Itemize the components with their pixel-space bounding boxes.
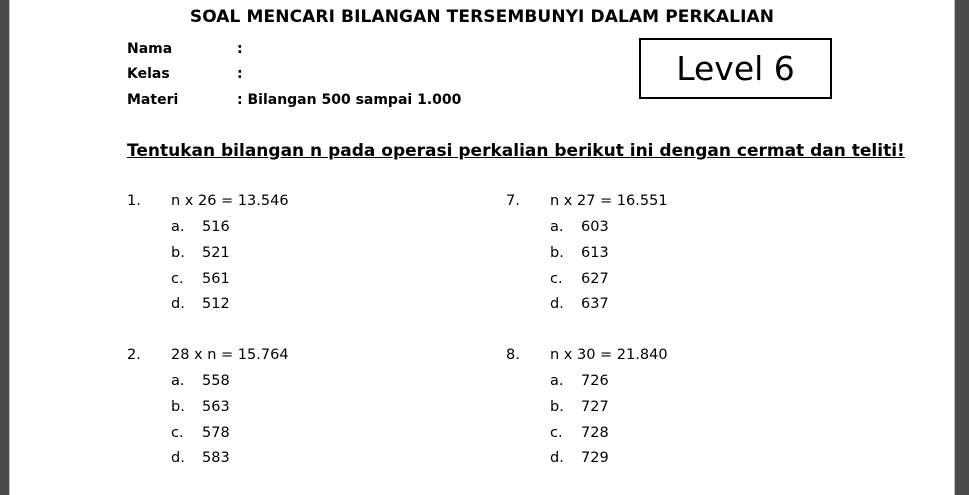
option-value: 512 xyxy=(202,296,230,312)
option-value: 613 xyxy=(581,245,609,261)
option-c xyxy=(550,425,609,441)
materi-label: Materi xyxy=(127,92,179,108)
kelas-value: : xyxy=(237,66,243,82)
question-number: 1. xyxy=(127,193,141,209)
option-value: 558 xyxy=(202,373,230,389)
option-value: 729 xyxy=(581,450,609,466)
option-value: 603 xyxy=(581,219,609,235)
option-letter: a. xyxy=(171,373,185,389)
option-value: 627 xyxy=(581,271,609,287)
window-frame-right xyxy=(954,0,969,495)
option-letter: d. xyxy=(550,450,564,466)
option-letter: a. xyxy=(171,219,185,235)
option-c xyxy=(171,425,230,441)
question-number: 8. xyxy=(506,347,520,363)
option-a xyxy=(171,219,230,235)
window-frame-left xyxy=(0,0,10,495)
option-letter: b. xyxy=(550,245,564,261)
materi-value: : Bilangan 500 sampai 1.000 xyxy=(237,92,462,108)
option-value: 561 xyxy=(202,271,230,287)
option-letter: d. xyxy=(550,296,564,312)
option-d xyxy=(550,450,609,466)
option-b xyxy=(171,245,230,261)
nama-value: : xyxy=(237,41,243,57)
option-value: 727 xyxy=(581,399,609,415)
document-page xyxy=(10,0,954,495)
option-b xyxy=(550,399,609,415)
worksheet-title: SOAL MENCARI BILANGAN TERSEMBUNYI DALAM PERKALIAN xyxy=(189,7,775,27)
option-d xyxy=(550,296,609,312)
option-a xyxy=(171,373,230,389)
option-value: 728 xyxy=(581,425,609,441)
option-letter: a. xyxy=(550,373,564,389)
option-value: 563 xyxy=(202,399,230,415)
option-value: 578 xyxy=(202,425,230,441)
option-letter: b. xyxy=(171,399,185,415)
question-number: 7. xyxy=(506,193,520,209)
option-letter: c. xyxy=(171,271,184,287)
option-value: 516 xyxy=(202,219,230,235)
option-d xyxy=(171,450,230,466)
option-letter: d. xyxy=(171,296,185,312)
option-letter: b. xyxy=(550,399,564,415)
option-letter: c. xyxy=(550,271,563,287)
option-b xyxy=(550,245,609,261)
option-letter: c. xyxy=(171,425,184,441)
option-d xyxy=(171,296,230,312)
nama-label: Nama xyxy=(127,41,173,57)
option-value: 726 xyxy=(581,373,609,389)
level-box: Level 6 xyxy=(639,38,832,99)
kelas-label: Kelas xyxy=(127,66,170,82)
option-c xyxy=(171,271,230,287)
option-letter: d. xyxy=(171,450,185,466)
option-value: 521 xyxy=(202,245,230,261)
instruction-text: Tentukan bilangan n pada operasi perkalian berikut ini dengan cermat dan teliti! xyxy=(127,141,905,161)
option-b xyxy=(171,399,230,415)
option-c xyxy=(550,271,609,287)
option-value: 583 xyxy=(202,450,230,466)
option-letter: b. xyxy=(171,245,185,261)
question-stem: n x 30 = 21.840 xyxy=(550,347,668,363)
question-stem: n x 26 = 13.546 xyxy=(171,193,289,209)
option-a xyxy=(550,373,609,389)
option-letter: c. xyxy=(550,425,563,441)
question-stem: n x 27 = 16.551 xyxy=(550,193,668,209)
option-a xyxy=(550,219,609,235)
option-letter: a. xyxy=(550,219,564,235)
option-value: 637 xyxy=(581,296,609,312)
question-number: 2. xyxy=(127,347,141,363)
question-stem: 28 x n = 15.764 xyxy=(171,347,289,363)
